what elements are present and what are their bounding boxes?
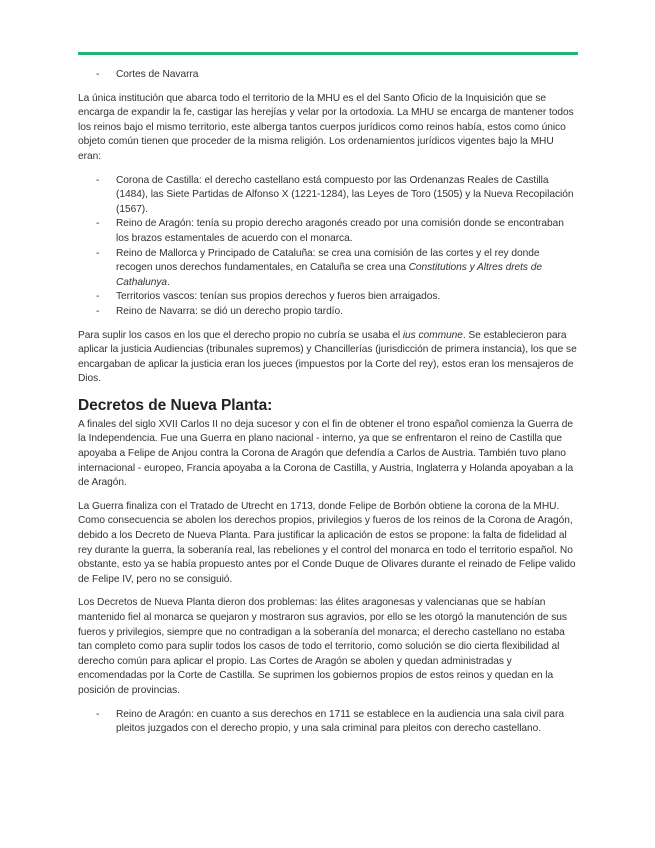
list-dash: -: [96, 247, 100, 259]
paragraph-mhu: La única institución que abarca todo el territorio de la MHU es el del Santo Oficio de la Inquisición que se encarga de expandir la fe, castigar las herejías y velar por la ortodoxia. La MHU se encarga de mantener todos los reinos bajo el mismo territorio, este alberga tantos cuerpos jurídicos como reinos había, estos como único objeto común tienen que proceder de la misma religión. Los ordenamientos jurídicos vigentes bajo la MHU eran:: [78, 92, 574, 162]
paragraph-text: Para suplir los casos en los que el derecho propio no cubría se usaba el: [78, 329, 403, 341]
list-item: [78, 305, 578, 320]
list-item-text: Reino de Mallorca y Principado de Cataluña: se crea una comisión de las cortes y el rey donde recogen unos derechos fundamentales, en Cataluña se crea una: [116, 247, 540, 274]
list-item-text: Reino de Aragón: tenía su propio derecho aragonés creado por una comisión donde se encontraban los brazos estamentales de acuerdo con el monarca.: [116, 218, 564, 244]
paragraph-text-end: . Se establecieron para aplicar la justicia Audiencias (tribunales supremos) y Chancillerías (jurisdicción de primera instancia), los que se encargaban de aplicar la justicia eran los jueces (impuestos por la Corte del rey), estos eran los mensajeros de Dios.: [78, 329, 577, 385]
list-item: [78, 68, 578, 83]
bullet-list-top: [78, 68, 578, 83]
list-item-text: Corona de Castilla: el derecho castellano está compuesto por las Ordenanzas Reales de Castilla (1484), las Siete Partidas de Alfonso X (1221-1284), las Leyes de Toro (1505) y la Nueva Recopilación (1567).: [116, 174, 574, 215]
list-item: [78, 290, 578, 305]
list-dash: -: [96, 69, 100, 80]
bullet-list-bottom: [78, 708, 578, 737]
paragraph-problemas: Los Decretos de Nueva Planta dieron dos problemas: las élites aragonesas y valencianas que se habían mantenido fiel al monarca se quejaron y mostraron sus agravios, por ello se les otorgó la manutención de sus fueros y privilegios, siempre que no contradigan a la soberanía del monarca; el derecho castellano no estaba tan completo como para suplir todos los casos de todo el territorio, como solución se dio cierta flexibilidad al derecho común para aplicar el propio. Las Cortes de Aragón se abolen y quedan administradas y encomendadas por la Corte de Castilla. Se suprimen los gobiernos propios de estos reinos y quedan en la posición de provincias.: [78, 597, 567, 696]
paragraph-guerra: A finales del siglo XVII Carlos II no deja sucesor y con el fin de obtener el trono español comienza la Guerra de la Independencia. Fue una Guerra en plano nacional - interno, ya que se enfrentaron el reino de Castilla que apoyaba a Felipe de Anjou contra la Corona de Aragón que defendía a Carlos de Austria. También tuvo plano internacional - europeo, Francia apoyaba a la Corona de Castilla, y Austria, Inglaterra y Holanda apoyaban a la de Aragón.: [78, 418, 574, 489]
list-item: [78, 247, 578, 291]
list-item-text: Territorios vascos: tenían sus propios derechos y fueros bien arraigados.: [116, 291, 441, 303]
paragraph-tratado-utrecht: La Guerra finaliza con el Tratado de Utrecht en 1713, donde Felipe de Borbón obtiene la corona de la MHU. Como consecuencia se abolen los derechos propios, privilegios y fueros de los reinos de la Corona de Aragón, debido a los Decreto de Nueva Planta. Para justificar la aplicación de estos se propone: la falta de fidelidad al rey durante la guerra, la soberanía real, las rebeliones y el control del monarca en todo el territorio español. No obstante, esto ya se había propuesto antes por el Conde Duque de Olivares durante el reinado de Felipe valido de Felipe IV, pero no se consiguió.: [78, 500, 576, 585]
list-item: [78, 708, 578, 737]
document-body: [78, 68, 578, 746]
list-dash: -: [96, 291, 100, 303]
paragraph-italic: ius commune: [402, 329, 463, 341]
section-heading: Decretos de Nueva Planta:: [78, 396, 273, 414]
list-dash: -: [96, 218, 100, 230]
list-item-text: Reino de Aragón: en cuanto a sus derechos en 1711 se establece en la audiencia una sala civil para pleitos juzgados con el derecho propio, y una sala criminal para pleitos con derecho castellano.: [116, 708, 565, 735]
list-dash: -: [96, 708, 100, 720]
list-item-text: Reino de Navarra: se dió un derecho propio tardío.: [116, 305, 343, 317]
list-item: [78, 174, 578, 218]
list-dash: -: [96, 305, 100, 317]
bullet-list-ordenamientos: [78, 174, 578, 320]
list-item-italic: Constitutions y Altres drets de Cathalunya: [116, 262, 542, 288]
list-dash: -: [96, 174, 100, 186]
list-item: [78, 217, 578, 246]
paragraph-ius-commune: [78, 329, 578, 387]
list-item-text: Cortes de Navarra: [116, 69, 199, 80]
header-rule: [78, 52, 578, 55]
list-item-text-end: .: [167, 276, 170, 288]
